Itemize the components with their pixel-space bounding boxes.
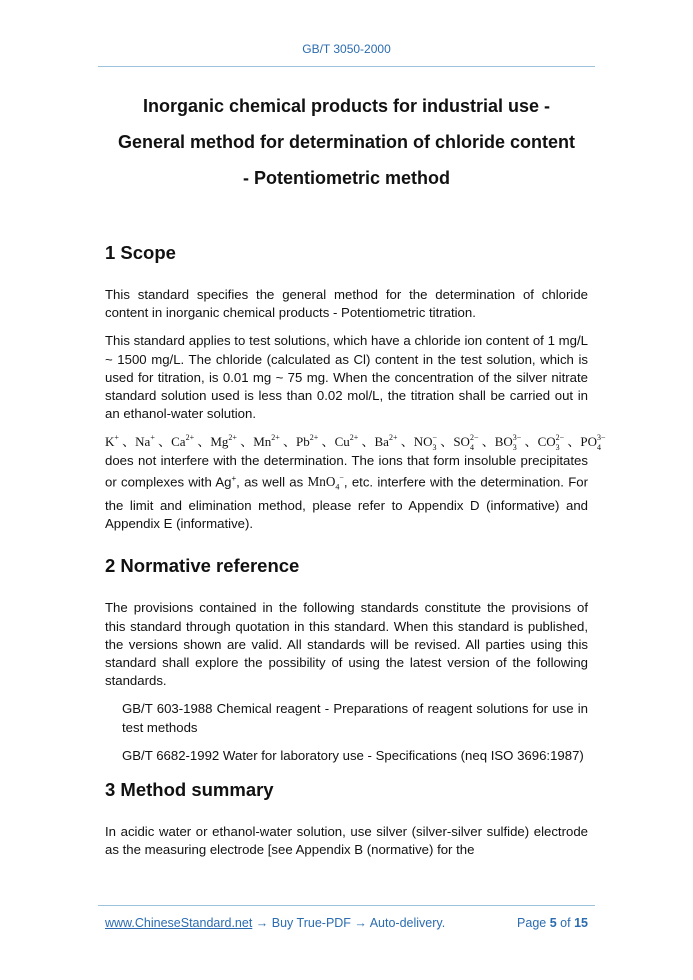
text: 4	[335, 482, 340, 492]
document-body	[105, 240, 606, 870]
paragraph: The provisions contained in the following standards constitute the provisions of this standard through quotation in this standard. When this standard is published, the versions shown are valid. All standards will be revised. All parties using this standard shall explore the possibility of using the latest version of the following standards.	[105, 600, 588, 689]
reference-item: GB/T 603-1988 Chemical reagent - Preparations of reagent solutions for use in test methods	[122, 701, 588, 735]
title-line: Inorganic chemical products for industrial use -	[142, 96, 551, 116]
ion: Mg 2+ 、	[210, 433, 254, 450]
text: , etc. interfere with the determination. For the limit and elimination method, please refer to Appendix D (informative) and Appendix E (informative).	[105, 474, 588, 532]
paragraph: This standard applies to test solutions, which have a chloride ion content of 1 mg/L ~ 1500 mg/L. The chloride (calculated as Cl) content in the test solution, which is used for titration, is 0.01 mg ~ 75 mg. When the concentration of the silver nitrate standard solution used is less than 0.02 mol/L, the titration shall be carried out in an ethanol-water solution.	[105, 333, 588, 422]
ion: NO − 3 、	[413, 433, 454, 453]
paragraph: This standard specifies the general method for the determination of chloride content in inorganic chemical products - Potentiometric titration.	[105, 287, 588, 321]
title-line: - Potentiometric method	[242, 168, 450, 188]
page-indicator	[517, 916, 588, 930]
section-heading-normative-reference: 2 Normative reference	[105, 555, 300, 577]
text: Page	[517, 916, 547, 930]
ion: CO 2− 3 、	[537, 433, 581, 453]
header-standard-code: GB/T 3050-2000	[302, 42, 391, 56]
title-line: General method for determination of chloride content	[117, 132, 576, 152]
document-title	[98, 88, 595, 196]
footer-divider	[98, 905, 595, 906]
permanganate-formula	[307, 473, 344, 492]
text: , as well as	[236, 474, 308, 490]
paragraph: In acidic water or ethanol-water solution, use silver (silver-silver sulfide) electrode as the measuring electrode [see Appendix B (normative) for the	[105, 824, 588, 858]
text: −	[339, 473, 344, 483]
footer	[105, 916, 588, 930]
text: does not interfere with the determination. The ions that form insoluble precipitates or complexes with Ag	[105, 452, 588, 490]
footer-promo	[105, 916, 445, 930]
ion: Pb 2+ 、	[296, 433, 335, 450]
current-page: 5	[549, 916, 557, 930]
ion: K + 、	[105, 433, 136, 450]
text: MnO	[307, 474, 336, 490]
ion: Cu 2+ 、	[334, 433, 375, 450]
section-heading-scope: 1 Scope	[105, 242, 176, 263]
total-pages: 15	[574, 916, 588, 930]
ion: SO 2− 4 、	[453, 433, 495, 453]
ion: Ba 2+ 、	[374, 433, 414, 450]
text: +	[231, 473, 237, 483]
ion: BO 3− 3 、	[494, 433, 538, 453]
ion-list	[105, 433, 606, 453]
section-heading-method-summary: 3 Method summary	[105, 779, 274, 801]
ion: Na + 、	[135, 433, 172, 450]
website-link[interactable]: www.ChineseStandard.net	[105, 916, 253, 930]
reference-item: GB/T 6682-1992 Water for laboratory use - Specifications (neq ISO 3696:1987)	[122, 747, 584, 763]
text: of	[560, 916, 571, 930]
ion: Ca 2+ 、	[171, 433, 211, 450]
text: → Buy True-PDF → Auto-delivery.	[252, 916, 446, 930]
paragraph	[105, 452, 588, 534]
header-divider	[98, 66, 595, 67]
ion: Mn 2+ 、	[253, 433, 297, 450]
ion: PO 3− 4	[580, 433, 606, 453]
